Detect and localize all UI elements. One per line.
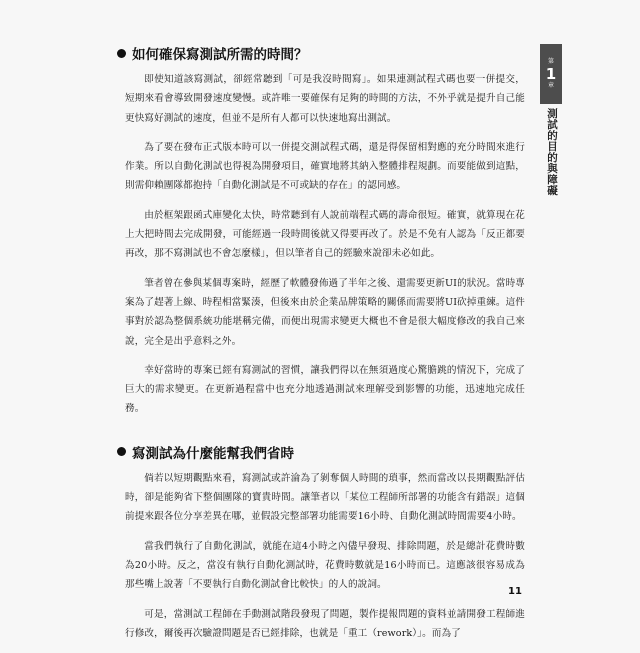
section-heading-1-text: 如何確保寫測試所需的時間？ [132, 47, 308, 63]
paragraph: 當我們執行了自動化測試，就能在這4小時之內儘早發現、排除問題，於是總計花費時數為20小時。反之，當沒有執行自動化測試時，花費時數就是16小時而已。這應該很容易成為那些嘴上說著「不要執行自動化測試會比較快」的人的說詞。 [125, 540, 525, 591]
section-heading-2-text: 寫測試為什麼能幫我們省時 [132, 445, 294, 462]
section-heading-2 [117, 443, 525, 461]
chapter-prefix: 第 [547, 58, 554, 65]
paragraph: 倘若以短期觀點來看，寫測試或許淪為了剝奪個人時間的瑣事，然而當改以長期觀點評估時，卻是能夠省下整個團隊的寶貴時間。讓筆者以「某位工程師所部署的功能含有錯誤」這個前提來跟各位分享差異在哪，並假設完整部署功能需要16小時、自動化測試時間需要4小時。 [125, 472, 525, 523]
page-number: 11 [508, 586, 522, 597]
page-content [125, 44, 525, 653]
chapter-number: 1 [545, 65, 557, 83]
paragraph: 可是，當測試工程師在手動測試階段發現了問題，製作提報問題的資料並請開發工程師進行修改，爾後再次驗證問題是否已經排除，也就是「重工（rework）」。而為了 [125, 608, 525, 639]
paragraph: 幸好當時的專案已經有寫測試的習慣，讓我們得以在無須過度心驚膽跳的情況下，完成了巨大的需求變更。在更新過程當中也充分地透過測試來理解受到影響的功能，迅速地完成任務。 [125, 364, 525, 415]
paragraph: 為了要在發布正式版本時可以一併提交測試程式碼，還是得保留相對應的充分時間來進行作業。所以自動化測試也得視為開發項目，確實地將其納入整體排程規劃。而要能做到這點，則需仰賴團隊都抱持「自動化測試是不可或缺的存在」的認同感。 [125, 141, 525, 192]
chapter-tab [540, 44, 562, 104]
bullet-icon [117, 49, 126, 58]
paragraph: 由於框架跟函式庫變化太快，時常聽到有人說前端程式碼的壽命很短。確實，就算現在花上大把時間去完成開發，可能經過一段時間後就又得要再改了。於是不免有人認為「反正都要再改，那不寫測試也不會怎麼樣」，但以筆者自己的經驗來說卻未必如此。 [125, 209, 525, 260]
paragraph: 即使知道該寫測試，卻經常聽到「可是我沒時間寫」。如果連測試程式碼也要一併提交，短期來看會導致開發速度變慢。或許唯一要確保有足夠的時間的方法，不外乎就是提升自己能更快寫好測試的速度，但並不是所有人都可以快速地寫出測試。 [125, 74, 525, 124]
paragraph: 筆者曾在參與某個專案時，經歷了軟體發佈過了半年之後、還需要更新UI的狀況。當時專案為了趕著上線、時程相當緊湊，但後來由於企業品牌策略的關係而需要將UI砍掉重練。這件事對於認為整個系統功能堪稱完備，而便出現需求變更大概也不會是很大幅度修改的我自己來說，完全是出乎意料之外。 [125, 277, 525, 347]
chapter-side-title: 測試的目的與障礙 [546, 108, 558, 196]
section-heading-1 [117, 44, 525, 62]
chapter-suffix: 章 [547, 82, 554, 89]
bullet-icon [117, 447, 126, 456]
